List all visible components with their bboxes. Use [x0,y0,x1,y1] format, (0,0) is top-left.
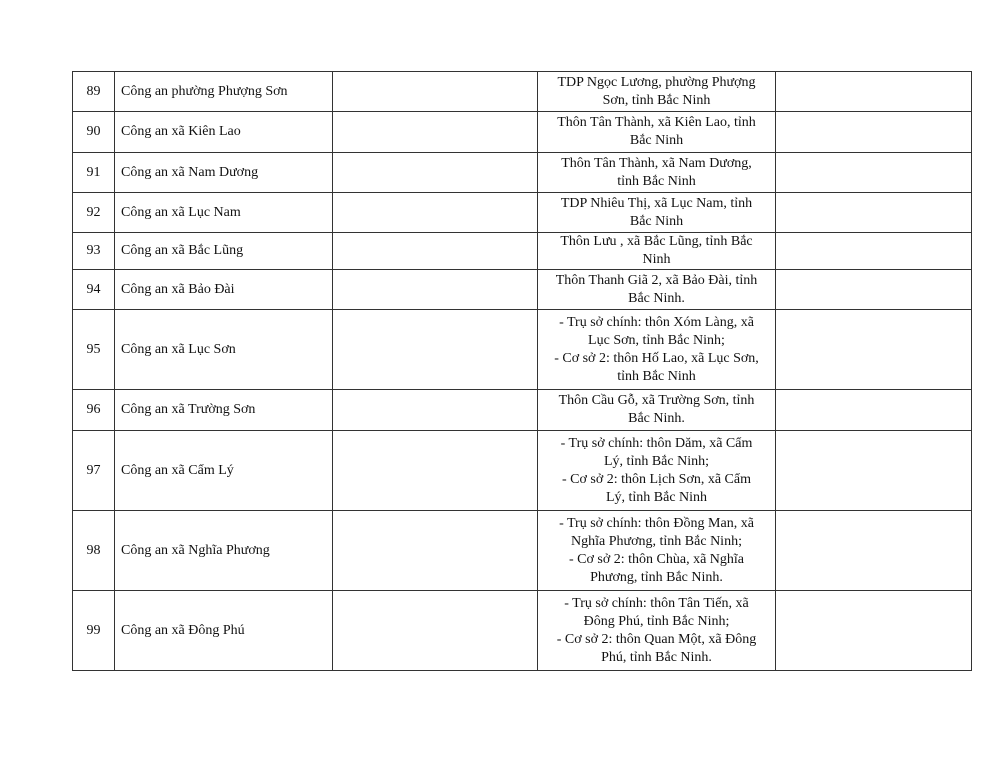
station-name: Công an xã Nghĩa Phương [115,511,333,591]
address-line: - Trụ sở chính: thôn Xóm Làng, xã [559,314,754,330]
blank-cell [333,390,538,431]
row-number: 89 [73,72,115,112]
blank-cell [776,511,972,591]
blank-cell [776,270,972,310]
address-line: Bắc Ninh [629,213,684,229]
blank-cell [333,270,538,310]
blank-cell [333,431,538,511]
address-line: Phương, tỉnh Bắc Ninh. [590,569,723,585]
blank-cell [333,72,538,112]
station-address [538,591,776,671]
police-stations-table [72,71,972,671]
blank-cell [333,153,538,193]
address-line: Lý, tỉnh Bắc Ninh [605,489,708,505]
blank-cell [776,153,972,193]
address-line: Bắc Ninh. [628,290,685,306]
address-line: Phú, tỉnh Bắc Ninh. [601,649,712,665]
address-line: Thôn Thanh Giã 2, xã Bảo Đài, tỉnh [555,272,758,288]
blank-cell [333,233,538,270]
address-line: Thôn Cầu Gỗ, xã Trường Sơn, tỉnh [558,393,755,408]
address-line: TDP Nhiêu Thị, xã Lục Nam, tỉnh [560,195,753,211]
address-line: tỉnh Bắc Ninh [617,368,696,384]
address-line: - Cơ sở 2: thôn Lịch Sơn, xã Cẩm [561,471,752,487]
row-number: 92 [73,193,115,233]
table-row [73,193,972,233]
address-line: Bắc Ninh. [628,411,685,426]
blank-cell [333,112,538,153]
table-row [73,310,972,390]
table-row [73,390,972,431]
blank-cell [776,310,972,390]
station-address [538,431,776,511]
blank-cell [776,193,972,233]
address-line: Thôn Lưu , xã Bắc Lũng, tỉnh Bắc [560,234,753,249]
blank-cell [333,511,538,591]
address-line: Lý, tỉnh Bắc Ninh; [604,453,709,469]
station-name: Công an xã Đông Phú [115,591,333,671]
table-row [73,270,972,310]
station-name: Công an xã Nam Dương [115,153,333,193]
blank-cell [776,72,972,112]
blank-cell [333,591,538,671]
address-line: - Cơ sở 2: thôn Quan Một, xã Đông [556,631,757,647]
blank-cell [776,591,972,671]
blank-cell [776,431,972,511]
station-name: Công an xã Bảo Đài [115,270,333,310]
address-line: Thôn Tân Thành, xã Kiên Lao, tỉnh [557,115,756,130]
station-address [538,112,776,153]
row-number: 99 [73,591,115,671]
address-line: - Cơ sở 2: thôn Chùa, xã Nghĩa [568,551,744,567]
row-number: 97 [73,431,115,511]
row-number: 96 [73,390,115,431]
station-name: Công an xã Trường Sơn [115,390,333,431]
table-row [73,112,972,153]
blank-cell [776,233,972,270]
table-row [73,153,972,193]
table-row [73,72,972,112]
address-line: - Trụ sở chính: thôn Đồng Man, xã [559,515,754,531]
station-address [538,310,776,390]
address-line: Đông Phú, tỉnh Bắc Ninh; [583,613,730,629]
table-body [73,72,972,671]
station-name: Công an xã Lục Nam [115,193,333,233]
row-number: 91 [73,153,115,193]
address-line: Thôn Tân Thành, xã Nam Dương, [561,155,752,171]
station-name: Công an xã Bắc Lũng [115,233,333,270]
address-line: Ninh [642,252,671,267]
address-line: Sơn, tỉnh Bắc Ninh [602,92,711,108]
station-name: Công an phường Phượng Sơn [115,72,333,112]
row-number: 93 [73,233,115,270]
table-row [73,511,972,591]
station-address [538,390,776,431]
table-row [73,431,972,511]
station-address [538,233,776,270]
address-line: tỉnh Bắc Ninh [617,173,696,189]
table-row [73,591,972,671]
station-name: Công an xã Kiên Lao [115,112,333,153]
blank-cell [776,112,972,153]
station-name: Công an xã Lục Sơn [115,310,333,390]
station-address [538,511,776,591]
row-number: 95 [73,310,115,390]
station-name: Công an xã Cẩm Lý [115,431,333,511]
address-line: Bắc Ninh [629,133,684,148]
address-line: - Cơ sở 2: thôn Hố Lao, xã Lục Sơn, [554,350,759,366]
address-line: - Trụ sở chính: thôn Tân Tiến, xã [564,595,749,611]
blank-cell [333,193,538,233]
address-line: Lục Sơn, tỉnh Bắc Ninh; [588,332,725,348]
station-address [538,193,776,233]
address-line: - Trụ sở chính: thôn Dăm, xã Cẩm [560,435,753,451]
blank-cell [333,310,538,390]
table-row [73,233,972,270]
station-address [538,153,776,193]
station-address [538,72,776,112]
row-number: 94 [73,270,115,310]
row-number: 90 [73,112,115,153]
address-line: Nghĩa Phương, tỉnh Bắc Ninh; [571,533,742,549]
address-line: TDP Ngọc Lương, phường Phượng [557,74,756,90]
blank-cell [776,390,972,431]
row-number: 98 [73,511,115,591]
station-address [538,270,776,310]
